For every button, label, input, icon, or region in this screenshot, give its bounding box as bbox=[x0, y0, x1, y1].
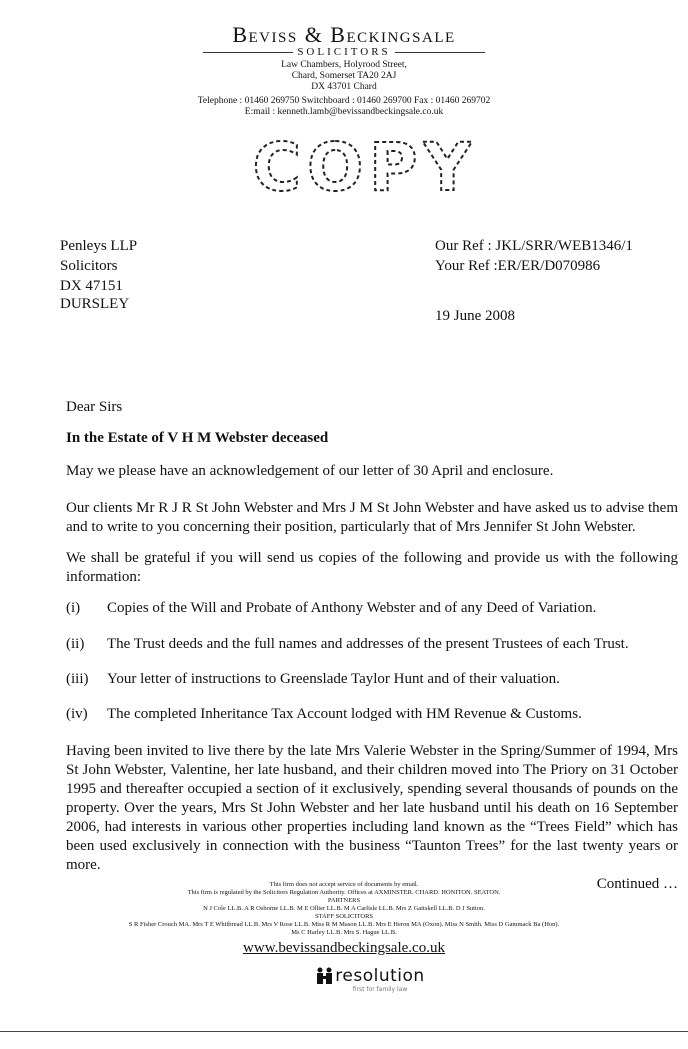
list-item-number: (iv) bbox=[66, 706, 88, 722]
address-line: Chard, Somerset TA20 2AJ bbox=[291, 71, 397, 81]
list-item-text: The Trust deeds and the full names and addresses of the present Trustees of each Trust. bbox=[107, 636, 629, 652]
svg-text:COPY: COPY bbox=[252, 129, 478, 206]
footer-line: N J Cole LL.B. A R Osborne LL.B. M E Ollier LL.B. M A Carlisle LL.B. Mrs Z Gaitskell LL.B. D J Sutton. bbox=[203, 905, 485, 912]
paragraph: Our clients Mr R J R St John Webster and Mrs J M St John Webster and have asked us to advise them and to write to you concerning their position, particularly that of Mrs Jennifer St John Webster. bbox=[66, 500, 678, 535]
your-ref: Your Ref :ER/ER/D070986 bbox=[435, 258, 601, 274]
paragraph: Having been invited to live there by the late Mrs Valerie Webster in the Spring/Summer of 1994, Mrs St John Webster, Valentine, her late husband, and their children moved into The Priory on 31 October 1995 and thereafter occupied a section of it exclusively, spending several thousands of pounds on the property. Over the years, Mrs St John Webster and her late husband until his death on 16 September 2006, had interests in various other properties including land known as the “Trees Field” which has been used exclusively in connection with the business “Taunton Trees” for the last twenty years or more. bbox=[66, 743, 678, 873]
list-item-text: Your letter of instructions to Greenslade Taylor Hunt and of their valuation. bbox=[107, 671, 560, 687]
footer-line: S R Fisher Crouch MA. Mrs T E Whitbread LL.B. Mrs V Rose LL.B. Miss R M Mason LL.B. Mrs E Heron MA (Oxon). Miss N Smith. Miss D Gammack Ba (Hon). bbox=[128, 921, 560, 928]
recipient-line: DURSLEY bbox=[60, 296, 130, 312]
logo-tagline: first for family law bbox=[352, 986, 408, 993]
list-item-number: (iii) bbox=[66, 671, 89, 687]
recipient-line: Penleys LLP bbox=[60, 238, 138, 254]
list-item-number: (i) bbox=[66, 600, 81, 616]
paragraph: May we please have an acknowledgement of our letter of 30 April and enclosure. bbox=[66, 463, 554, 479]
salutation: Dear Sirs bbox=[66, 399, 123, 415]
footer-line: Ms C Harley LL.B. Mrs S. Hague LL.B. bbox=[291, 929, 397, 936]
bottom-divider bbox=[0, 1031, 688, 1032]
our-ref: Our Ref : JKL/SRR/WEB1346/1 bbox=[435, 238, 633, 254]
firm-subtitle-text: SOLICITORS bbox=[297, 46, 391, 58]
recipient-line: Solicitors bbox=[60, 258, 118, 274]
list-item-text: Copies of the Will and Probate of Anthony Webster and of any Deed of Variation. bbox=[107, 600, 597, 616]
address-line: DX 43701 Chard bbox=[311, 82, 377, 92]
continued-note: Continued … bbox=[596, 876, 678, 892]
footer-line: This firm is regulated by the Solicitors Regulation Authority. Offices at AXMINSTER. CHARD. HONITON. SEATON. bbox=[187, 889, 501, 896]
address-line: Law Chambers, Holyrood Street, bbox=[281, 60, 407, 70]
copy-stamp bbox=[252, 128, 478, 206]
list-item-text: The completed Inheritance Tax Account lodged with HM Revenue & Customs. bbox=[107, 706, 582, 722]
phone-line: Telephone : 01460 269750 Switchboard : 01460 269700 Fax : 01460 269702 bbox=[197, 96, 491, 106]
paragraph: We shall be grateful if you will send us copies of the following and provide us with the following information: bbox=[66, 550, 678, 585]
footer-line: This firm does not accept service of documents by email. bbox=[269, 881, 419, 888]
resolution-logo bbox=[300, 966, 440, 996]
footer-line: PARTNERS bbox=[327, 897, 361, 904]
letter-date: 19 June 2008 bbox=[435, 308, 515, 324]
people-icon bbox=[315, 967, 335, 985]
recipient-line: DX 47151 bbox=[60, 278, 123, 294]
email-line: E:mail : kenneth.lamb@bevissandbeckingsale.co.uk bbox=[244, 107, 444, 117]
logo-text: resolution bbox=[335, 966, 425, 986]
firm-subtitle bbox=[0, 46, 688, 58]
firm-name: Beviss & Beckingsale bbox=[232, 22, 456, 47]
website-link[interactable]: www.bevissandbeckingsale.co.uk bbox=[243, 940, 445, 956]
letter-heading: In the Estate of V H M Webster deceased bbox=[66, 430, 329, 446]
footer-line: STAFF SOLICITORS bbox=[314, 913, 374, 920]
list-item-number: (ii) bbox=[66, 636, 85, 652]
